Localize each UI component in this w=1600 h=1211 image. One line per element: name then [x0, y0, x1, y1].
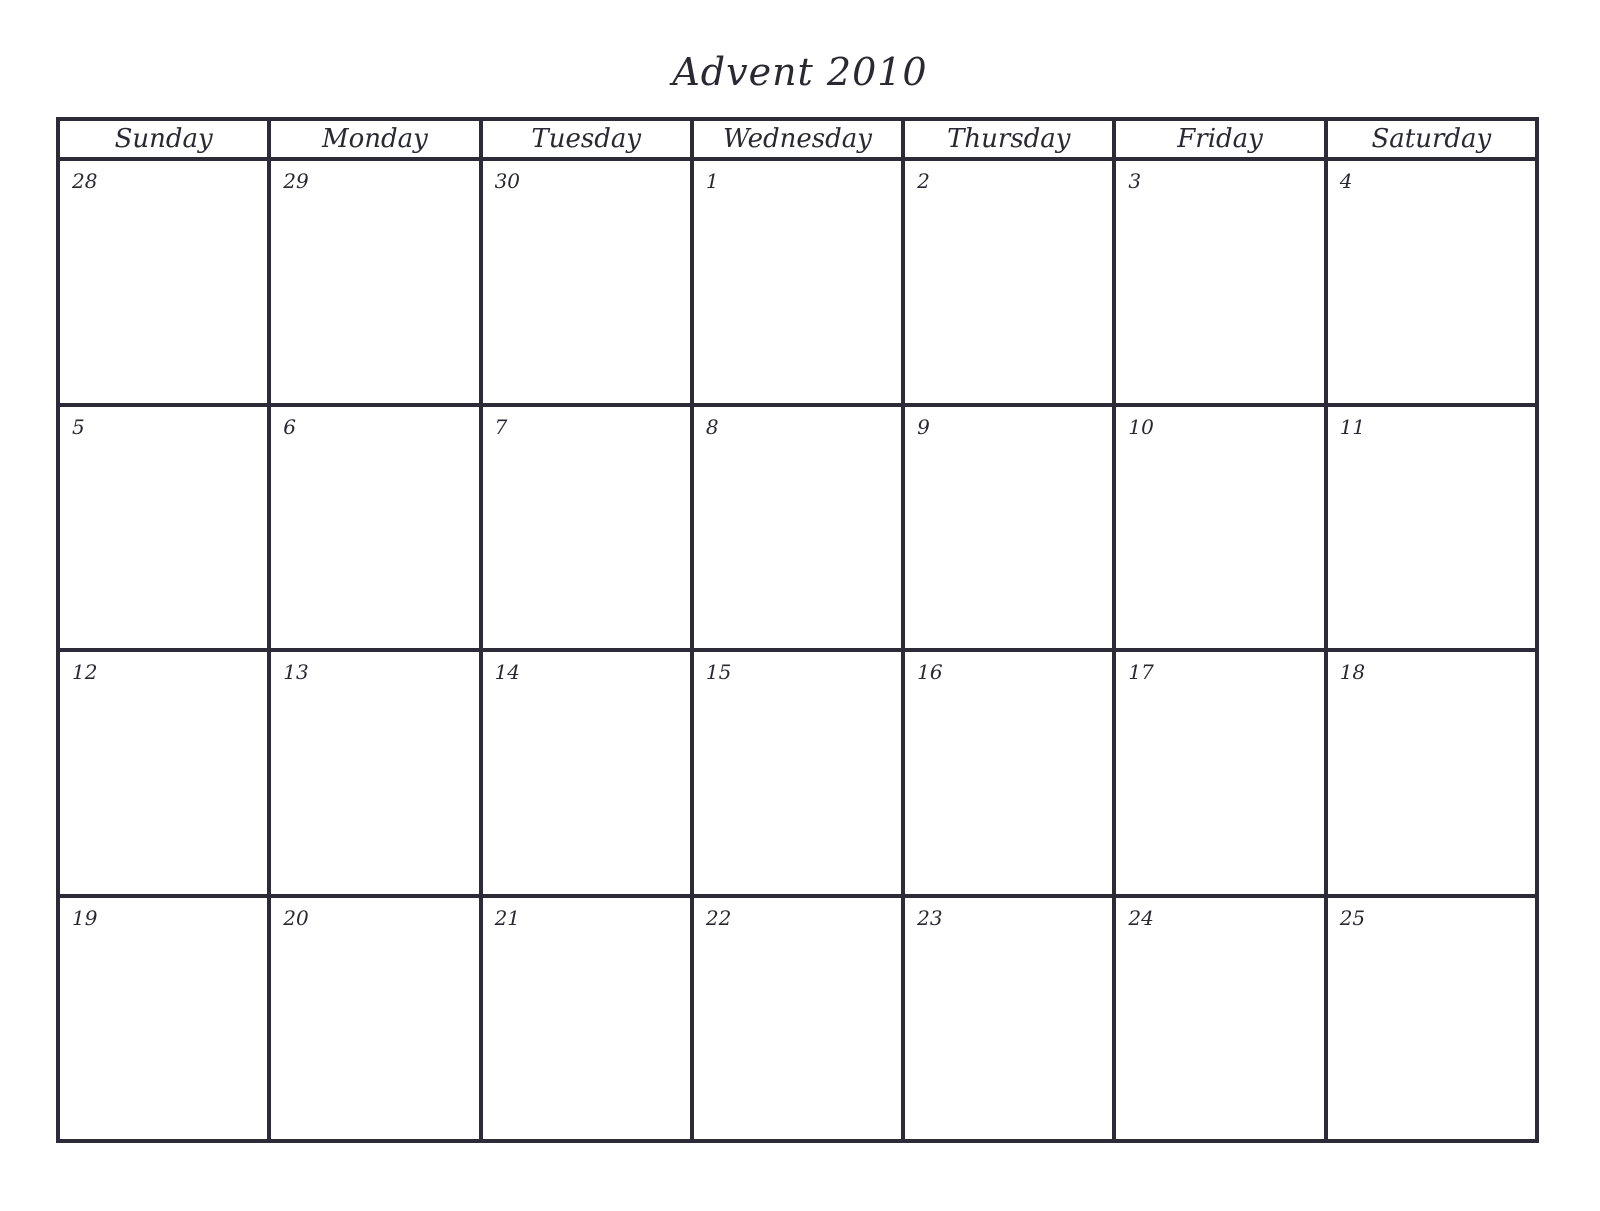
day-cell [60, 407, 267, 649]
day-number: 24 [1128, 905, 1154, 930]
day-number: 30 [494, 169, 521, 193]
day-number: 25 [1339, 905, 1366, 930]
day-number: 22 [705, 905, 732, 930]
day-cell [483, 161, 690, 403]
calendar-grid [56, 117, 1539, 1143]
day-cell [905, 898, 1112, 1140]
day-cell [1116, 652, 1323, 894]
day-number: 16 [917, 660, 943, 684]
day-cell [694, 407, 901, 649]
weekday-header-friday: Friday [1116, 121, 1323, 157]
day-number: 11 [1339, 414, 1366, 439]
day-number: 5 [72, 414, 85, 439]
day-number: 12 [72, 660, 98, 684]
day-cell [271, 898, 478, 1140]
day-cell [60, 652, 267, 894]
day-number: 3 [1128, 169, 1142, 193]
day-cell [483, 898, 690, 1140]
day-number: 2 [917, 169, 930, 193]
weekday-header-wednesday: Wednesday [694, 121, 901, 157]
day-cell [271, 652, 478, 894]
day-cell [905, 652, 1112, 894]
day-cell [1116, 407, 1323, 649]
day-number: 9 [917, 414, 930, 439]
day-number: 17 [1128, 660, 1154, 684]
day-number: 10 [1128, 414, 1154, 439]
weekday-header-monday: Monday [271, 121, 478, 157]
day-number: 18 [1339, 660, 1366, 684]
day-cell [1328, 652, 1535, 894]
day-number: 23 [917, 905, 943, 930]
day-cell [694, 652, 901, 894]
day-cell [271, 407, 478, 649]
day-cell [1116, 161, 1323, 403]
day-cell [483, 652, 690, 894]
day-cell [694, 898, 901, 1140]
day-number: 19 [72, 905, 98, 930]
day-number: 13 [283, 660, 309, 684]
weekday-header-tuesday: Tuesday [483, 121, 690, 157]
weekday-header-sunday: Sunday [60, 121, 267, 157]
day-cell [271, 161, 478, 403]
weekday-header-saturday: Saturday [1328, 121, 1535, 157]
day-cell [483, 407, 690, 649]
day-cell [1328, 898, 1535, 1140]
day-cell [1328, 161, 1535, 403]
day-number: 29 [283, 169, 309, 193]
day-number: 15 [705, 660, 732, 684]
day-cell [60, 161, 267, 403]
day-number: 21 [494, 905, 521, 930]
day-number: 14 [494, 660, 521, 684]
day-number: 1 [705, 169, 719, 193]
day-number: 28 [72, 169, 98, 193]
day-cell [60, 898, 267, 1140]
day-number: 8 [705, 414, 719, 439]
day-number: 6 [283, 414, 297, 439]
day-number: 4 [1339, 169, 1353, 193]
day-number: 20 [283, 905, 309, 930]
page-title: Advent 2010 [672, 50, 928, 94]
day-cell [694, 161, 901, 403]
weekday-header-thursday: Thursday [905, 121, 1112, 157]
day-cell [1116, 898, 1323, 1140]
day-cell [1328, 407, 1535, 649]
day-cell [905, 407, 1112, 649]
day-cell [905, 161, 1112, 403]
day-number: 7 [494, 414, 508, 439]
